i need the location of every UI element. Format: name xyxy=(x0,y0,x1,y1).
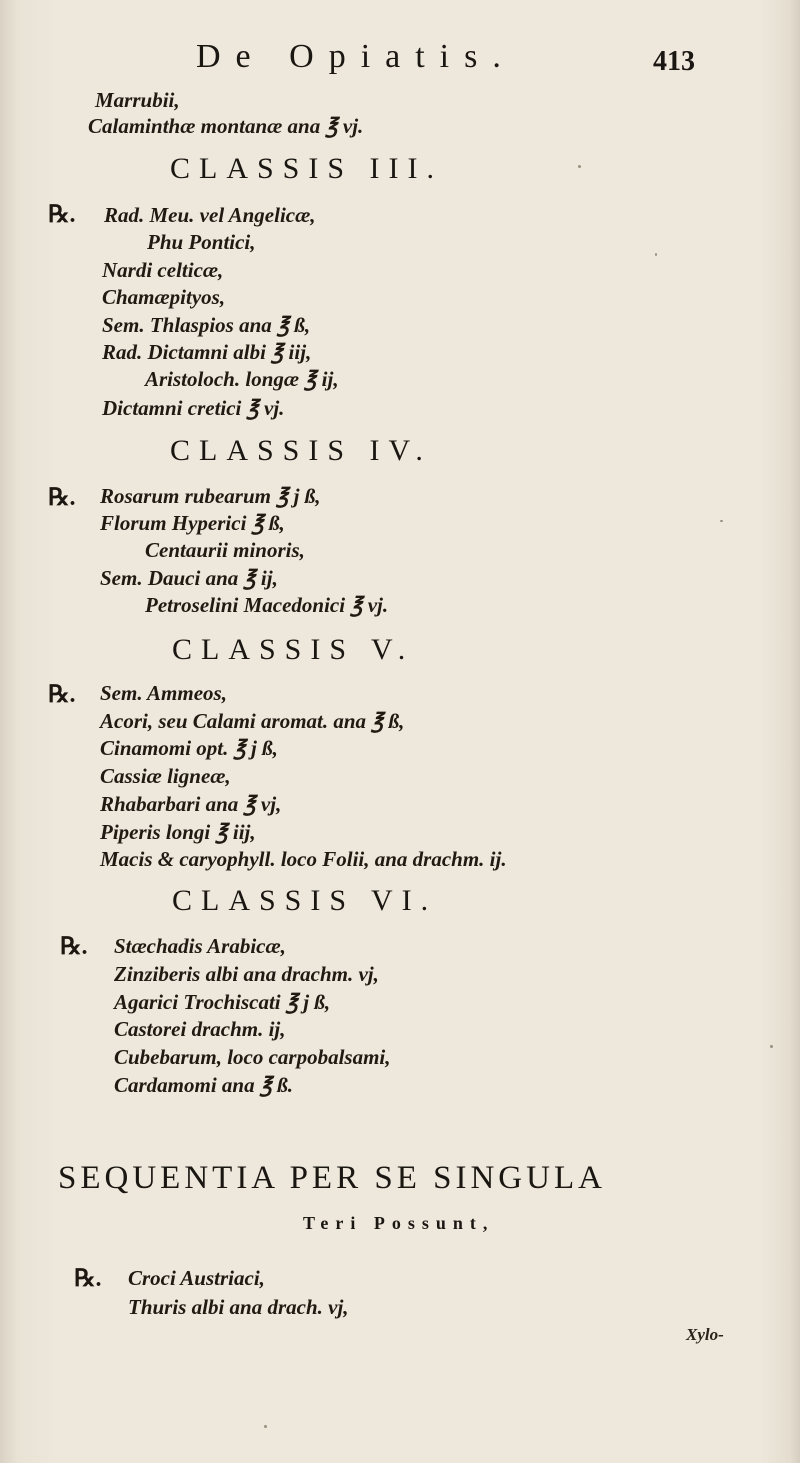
ingredient-line: Rhabarbari ana ℥ vj, xyxy=(100,792,282,816)
section-subheading: Teri Possunt, xyxy=(303,1213,495,1233)
ingredient-line: Nardi celticæ, xyxy=(102,258,224,282)
ingredient-line: Petroselini Macedonici ℥ vj. xyxy=(145,593,389,617)
ingredient-line: Sem. Ammeos, xyxy=(100,681,227,705)
running-title: De Opiatis. xyxy=(196,38,516,75)
ingredient-line: Croci Austriaci, xyxy=(128,1266,265,1290)
recipe-mark: ℞. xyxy=(48,682,76,708)
ingredient-line: Rad. Dictamni albi ℥ iij, xyxy=(102,340,312,364)
class-heading: CLASSIS V. xyxy=(172,633,415,666)
catchword: Xylo- xyxy=(686,1325,724,1344)
class-heading: CLASSIS III. xyxy=(170,152,444,185)
paper-speck xyxy=(720,520,723,522)
ingredient-line: Rosarum rubearum ℥ j ß, xyxy=(100,484,321,508)
preamble-line: Calaminthæ montanæ ana ℥ vj. xyxy=(88,114,364,138)
preamble-line: Marrubii, xyxy=(95,88,180,112)
ingredient-line: Cardamomi ana ℥ ß. xyxy=(114,1073,293,1097)
class-heading: CLASSIS VI. xyxy=(172,884,438,917)
ingredient-line: Piperis longi ℥ iij, xyxy=(100,820,256,844)
ingredient-line: Chamæpityos, xyxy=(102,285,226,309)
ingredient-line: Zinziberis albi ana drachm. vj, xyxy=(114,962,379,986)
recipe-mark: ℞. xyxy=(74,1266,102,1292)
ingredient-line: Macis & caryophyll. loco Folii, ana drachm. ij. xyxy=(100,847,507,871)
ingredient-line: Florum Hyperici ℥ ß, xyxy=(100,511,285,535)
paper-speck xyxy=(578,165,581,168)
section-heading: SEQUENTIA PER SE SINGULA xyxy=(58,1160,606,1196)
ingredient-line: Cassiæ ligneæ, xyxy=(100,764,231,788)
ingredient-line: Agarici Trochiscati ℥ j ß, xyxy=(114,990,331,1014)
ingredient-line: Acori, seu Calami aromat. ana ℥ ß, xyxy=(100,709,405,733)
recipe-mark: ℞. xyxy=(60,934,88,960)
ingredient-line: Cubebarum, loco carpobalsami, xyxy=(114,1045,391,1069)
paper-speck xyxy=(770,1045,773,1048)
ingredient-line: Castorei drachm. ij, xyxy=(114,1017,286,1041)
ingredient-line: Thuris albi ana drach. vj, xyxy=(128,1295,349,1319)
class-heading: CLASSIS IV. xyxy=(170,434,432,467)
ingredient-line: Dictamni cretici ℥ vj. xyxy=(102,396,285,420)
recipe-mark: ℞. xyxy=(48,202,76,228)
ingredient-line: Phu Pontici, xyxy=(147,230,256,254)
page-header xyxy=(0,30,800,90)
paper-speck xyxy=(655,253,657,256)
paper-speck xyxy=(264,1425,267,1428)
ingredient-line: Centaurii minoris, xyxy=(145,538,305,562)
ingredient-line: Cinamomi opt. ℥ j ß, xyxy=(100,736,278,760)
ingredient-line: Sem. Thlaspios ana ℥ ß, xyxy=(102,313,311,337)
ingredient-line: Aristoloch. longæ ℥ ij, xyxy=(145,367,339,391)
ingredient-line: Rad. Meu. vel Angelicæ, xyxy=(104,203,316,227)
ingredient-line: Sem. Dauci ana ℥ ij, xyxy=(100,566,278,590)
ingredient-line: Stæchadis Arabicæ, xyxy=(114,934,286,958)
page-number: 413 xyxy=(653,46,695,77)
recipe-mark: ℞. xyxy=(48,485,76,511)
